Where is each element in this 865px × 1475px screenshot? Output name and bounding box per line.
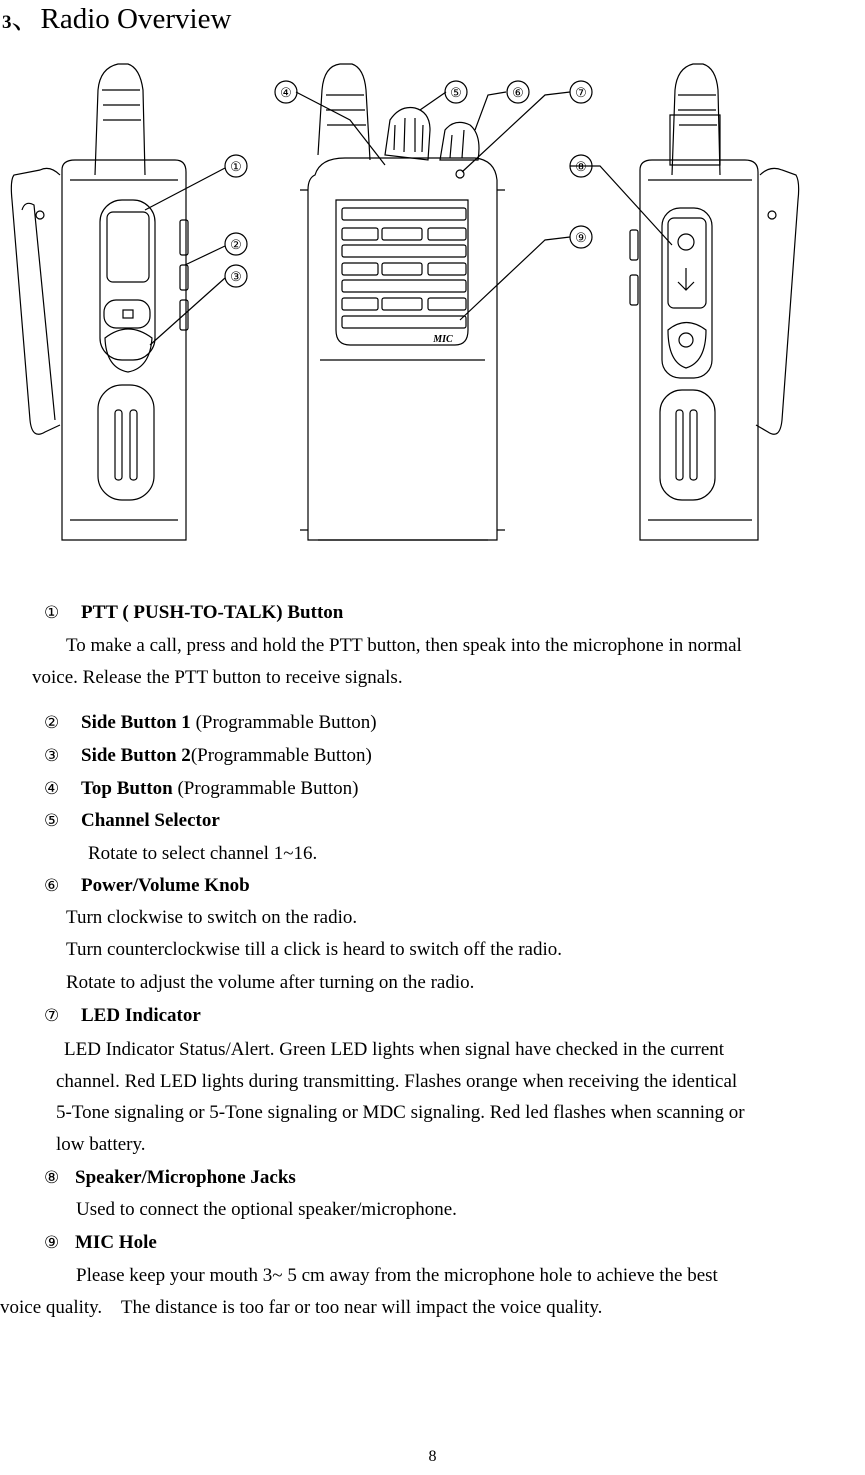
radio-right-side-view xyxy=(630,64,799,540)
page-number: 8 xyxy=(428,1448,437,1465)
section-title xyxy=(2,0,231,37)
item-side-button-1 xyxy=(44,711,377,735)
item-title: Speaker/Microphone Jacks xyxy=(75,1167,296,1188)
callout-9: ⑨ xyxy=(575,230,587,245)
item-title: PTT ( PUSH-TO-TALK) Button xyxy=(81,602,344,623)
item-marker: ⑦ xyxy=(44,1006,60,1026)
item-title: Side Button 2 xyxy=(81,745,191,766)
callout-5: ⑤ xyxy=(450,85,462,100)
item-power-volume-knob xyxy=(44,874,250,898)
item-marker: ③ xyxy=(44,746,60,766)
item-marker: ⑨ xyxy=(44,1233,60,1253)
item-marker: ⑥ xyxy=(44,876,60,896)
mic-logo: MIC xyxy=(433,334,453,345)
radio-overview-figure xyxy=(0,55,865,555)
led-desc-line1: LED Indicator Status/Alert. Green LED lights when signal have checked in the current xyxy=(64,1039,725,1060)
callout-2: ② xyxy=(230,237,242,252)
ptt-desc-line1: To make a call, press and hold the PTT button, then speak into the microphone in normal xyxy=(66,635,742,656)
item-marker: ④ xyxy=(44,779,60,799)
led-desc-line3: 5-Tone signaling or 5-Tone signaling or MDC signaling. Red led flashes when scanning or xyxy=(56,1102,745,1123)
section-title-text: Radio Overview xyxy=(40,3,232,35)
knob-desc-2: Turn counterclockwise till a click is heard to switch off the radio. xyxy=(66,939,562,960)
led-desc-line4: low battery. xyxy=(56,1134,146,1155)
callout-4: ④ xyxy=(280,85,292,100)
ptt-desc-line2: voice. Release the PTT button to receive signals. xyxy=(32,667,403,688)
item-ptt xyxy=(44,601,343,625)
callout-7: ⑦ xyxy=(575,85,587,100)
item-channel-selector xyxy=(44,809,220,833)
callout-1: ① xyxy=(230,159,242,174)
mic-desc-line1: Please keep your mouth 3~ 5 cm away from the microphone hole to achieve the best xyxy=(76,1265,718,1286)
section-number: 3 xyxy=(2,12,12,33)
item-title: MIC Hole xyxy=(75,1232,157,1253)
section-separator: 、 xyxy=(11,3,41,35)
led-desc-line2: channel. Red LED lights during transmitting. Flashes orange when receiving the identical xyxy=(56,1071,738,1092)
item-top-button xyxy=(44,777,358,801)
item-marker: ② xyxy=(44,713,60,733)
item-title: Channel Selector xyxy=(81,810,220,831)
item-suffix: (Programmable Button) xyxy=(190,745,372,766)
item-title: LED Indicator xyxy=(81,1005,201,1026)
mic-desc-line2: voice quality. The distance is too far or too near will impact the voice quality. xyxy=(0,1297,603,1318)
channel-desc: Rotate to select channel 1~16. xyxy=(88,843,318,864)
item-title: Side Button 1 xyxy=(81,712,191,733)
item-side-button-2 xyxy=(44,744,372,768)
radio-left-side-view xyxy=(11,64,188,540)
radio-front-view xyxy=(300,64,505,540)
callout-3: ③ xyxy=(230,269,242,284)
knob-desc-3: Rotate to adjust the volume after turning on the radio. xyxy=(66,972,475,993)
item-speaker-mic-jacks xyxy=(44,1166,296,1190)
item-marker: ① xyxy=(44,603,60,623)
item-title: Power/Volume Knob xyxy=(81,875,250,896)
item-mic-hole xyxy=(44,1231,157,1255)
callout-8: ⑧ xyxy=(575,159,587,174)
knob-desc-1: Turn clockwise to switch on the radio. xyxy=(66,907,358,928)
item-marker: ⑤ xyxy=(44,811,60,831)
item-title: Top Button xyxy=(81,778,173,799)
item-led-indicator xyxy=(44,1004,201,1028)
item-suffix: (Programmable Button) xyxy=(172,778,359,799)
jacks-desc: Used to connect the optional speaker/microphone. xyxy=(76,1199,457,1220)
item-marker: ⑧ xyxy=(44,1168,60,1188)
callout-6: ⑥ xyxy=(512,85,524,100)
item-suffix: (Programmable Button) xyxy=(190,712,377,733)
